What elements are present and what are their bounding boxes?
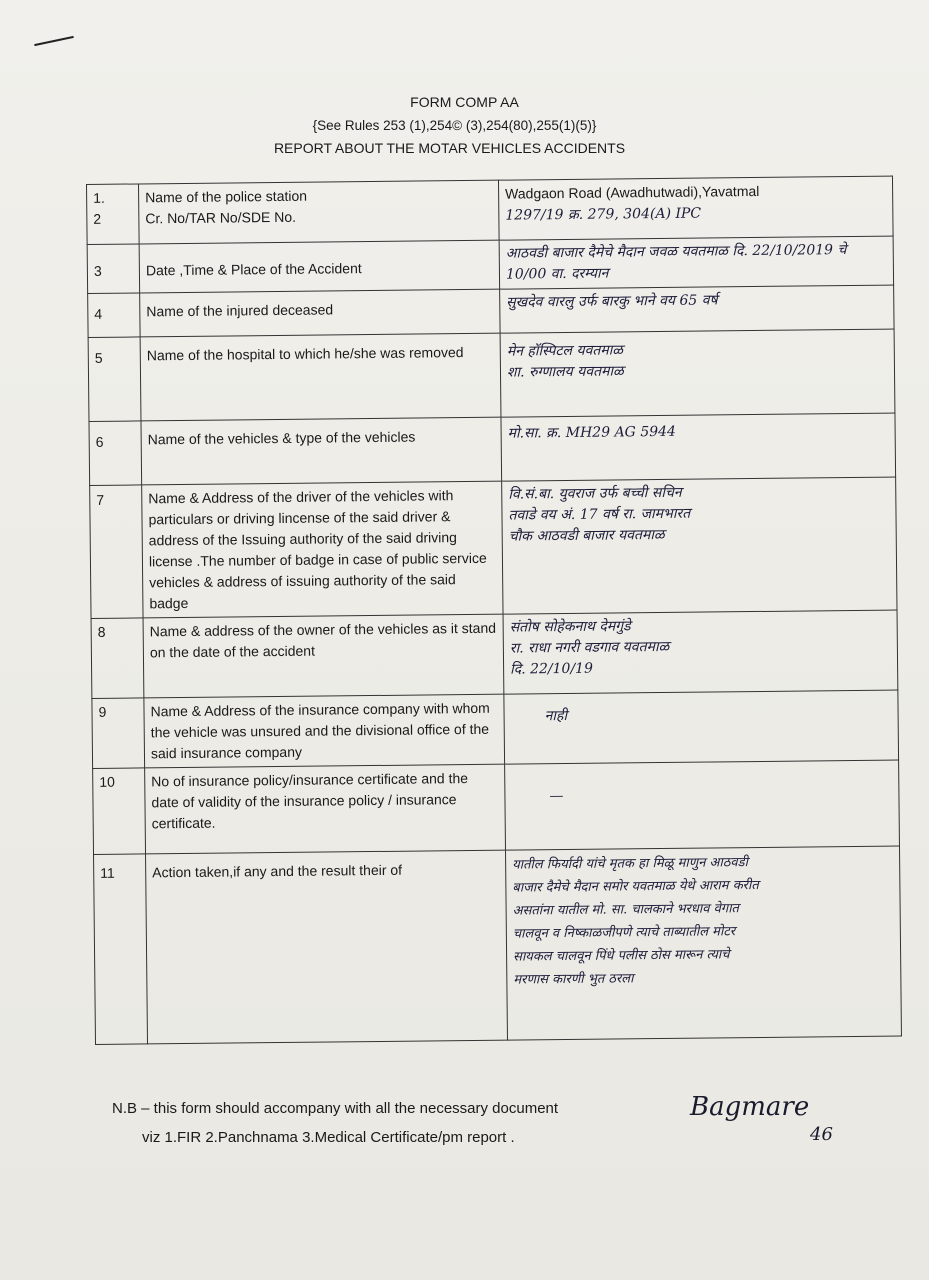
officer-signature: Bagmare <box>690 1092 810 1122</box>
row-label: Name of the vehicles & type of the vehicles <box>141 417 502 485</box>
row-label: Date ,Time & Place of the Accident <box>139 240 499 293</box>
row-label: Name of the police station Cr. No/TAR No/SDE No. <box>139 180 500 244</box>
row-number: 11 <box>94 854 148 1045</box>
row-answer: मो.सा. क्र. MH29 AG 5944 <box>501 413 896 481</box>
form-title: FORM COMP AA <box>410 94 519 110</box>
row-label: Action taken,if any and the result their of <box>146 850 508 1044</box>
row-label: No of insurance policy/insurance certificate and the date of validity of the insurance policy / insurance certificate. <box>145 764 506 854</box>
row-answer: सुखदेव वारलु उर्फ बारकु भाने वय 65 वर्ष <box>500 285 894 333</box>
table-row <box>91 610 898 698</box>
table-row <box>94 846 902 1044</box>
table-row <box>89 413 896 485</box>
footnote-line-1: N.B – this form should accompany with all the necessary document <box>112 1100 559 1117</box>
table-row <box>90 477 897 618</box>
form-subtitle: REPORT ABOUT THE MOTAR VEHICLES ACCIDENTS <box>273 140 626 156</box>
row-label: Name of the hospital to which he/she was removed <box>140 333 501 421</box>
form-rules: {See Rules 253 (1),254© (3),254(80),255(1)(5)} <box>312 118 597 133</box>
table-row <box>87 176 894 244</box>
row-label: Name & Address of the insurance company with whom the vehicle was unsured and the divisional office of the said insurance company <box>144 694 505 768</box>
row-number: 4 <box>88 293 140 338</box>
row-answer: Wadgaon Road (Awadhutwadi),Yavatmal 1297/19 क्र. 279, 304(A) IPC <box>498 176 893 240</box>
table-row <box>87 236 893 293</box>
row-label: Name of the injured deceased <box>140 289 500 337</box>
row-number: 8 <box>91 618 144 699</box>
row-answer: नाही <box>504 690 899 764</box>
footnote-line-2: viz 1.FIR 2.Panchnama 3.Medical Certificate/pm report . <box>142 1129 515 1146</box>
row-answer: वि.सं.बा. युवराज उर्फ बच्ची सचिन तवाडे वय अं. 17 वर्ष रा. जामभारत चौक आठवडी बाजार यवतमाळ <box>502 477 897 614</box>
table-row <box>92 690 899 768</box>
pen-mark <box>34 36 74 46</box>
row-label: Name & Address of the driver of the vehicles with particulars or driving lincense of the said driver & address of the Issuing authority of the said driving license .The number of badge in case of public service vehicles & address of issuing authority of the said badge <box>142 481 503 618</box>
row-answer: आठवडी बाजार दैमेचे मैदान जवळ यवतमाळ दि. 22/10/2019 चे 10/00 वा. दरम्यान <box>499 236 893 289</box>
row-number: 7 <box>90 485 143 619</box>
row-number: 3 <box>87 244 140 294</box>
row-number: 1. 2 <box>87 184 140 245</box>
row-answer: — <box>505 760 900 850</box>
table-row <box>93 760 900 854</box>
row-answer: मेन हॉस्पिटल यवतमाळ शा. रुग्णालय यवतमाळ <box>500 329 895 417</box>
officer-number: 46 <box>810 1124 833 1145</box>
row-answer: संतोष सोहेकनाथ देमगुंडे रा. राधा नगरी वडगाव यवतमाळ दि. 22/10/19 <box>503 610 898 694</box>
row-label: Name & address of the owner of the vehicles as it stand on the date of the accident <box>143 614 504 698</box>
row-number: 6 <box>89 421 142 486</box>
accident-report-table <box>86 176 902 1045</box>
row-answer: यातील फिर्यादी यांचे मृतक हा मिळू माणुन आठवडी बाजार दैमेचे मैदान समोर यवतमाळ येथे आराम करीत असतांना यातील मो. सा. चालकाने भरधाव वेगात चालवून व निष्काळजीपणे त्याचे ताब्यातील मोटर सायकल चालवून पिंधे पलीस ठोस मारून त्याचे मरणास कारणी भुत ठरला <box>505 846 901 1040</box>
table-row <box>88 329 895 421</box>
row-number: 9 <box>92 698 145 769</box>
row-number: 5 <box>88 337 141 422</box>
row-number: 10 <box>93 768 146 855</box>
